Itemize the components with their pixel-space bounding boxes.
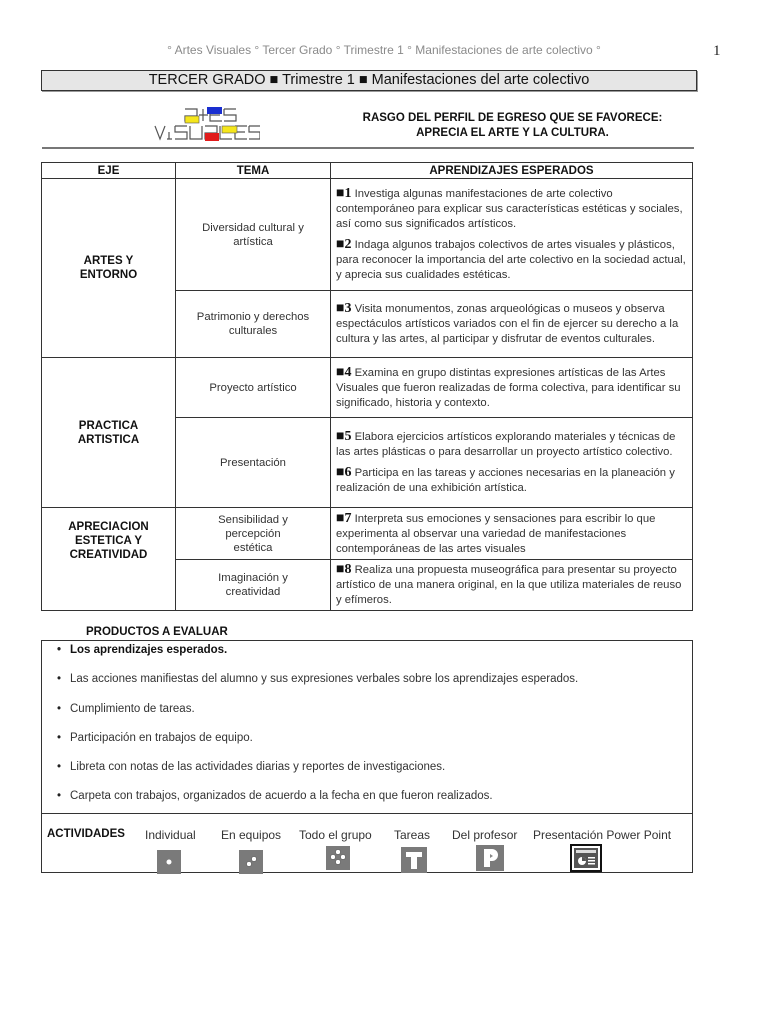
tema-label: Presentación xyxy=(220,456,286,469)
tema-cell xyxy=(176,418,331,508)
tema-label: Proyecto artístico xyxy=(209,381,297,394)
bullet-square-icon: ■ xyxy=(336,301,345,316)
bullet-square-icon: ■ xyxy=(336,562,345,577)
aprendizaje-item xyxy=(336,429,688,460)
tema-cell xyxy=(176,179,331,291)
eje-cell xyxy=(42,508,176,611)
aprendizaje-number: 1 xyxy=(344,186,352,201)
bullet-square-icon: ■ xyxy=(336,237,345,252)
aprendizaje-text: Visita monumentos, zonas arqueológicas o museos y observa espectáculos artísticos variados con el fin de ejercer su derecho a la cultura y las artes, al participar y disfrutar de eventos culturales. xyxy=(336,303,679,345)
aprendizaje-item xyxy=(336,301,688,347)
productos-list xyxy=(42,641,692,819)
aprendizaje-cell xyxy=(331,179,693,291)
tema-label: Patrimonio y derechos culturales xyxy=(196,311,310,337)
one-dot-icon xyxy=(157,850,181,874)
aprendizaje-number: 3 xyxy=(344,301,352,316)
aprendizaje-text: Interpreta sus emociones y sensaciones para escribir lo que experimenta al observar una variedad de manifestaciones contemporáneas de las artes visuales xyxy=(336,512,656,555)
aprendizaje-item xyxy=(336,465,688,496)
aprendizaje-number: 6 xyxy=(344,465,352,480)
aprendizaje-item xyxy=(336,511,688,557)
artes-visuales-logo xyxy=(115,105,260,145)
table-row xyxy=(42,179,693,291)
divider xyxy=(42,147,694,149)
aprendizaje-cell xyxy=(331,560,693,611)
tema-cell xyxy=(176,560,331,611)
list-item: • Las acciones manifiestas del alumno y sus expresiones verbales sobre los aprendizajes esperados. xyxy=(57,672,692,701)
tema-label: Sensibilidad y percepción estética xyxy=(218,513,288,554)
actividad-profesor-label: Del profesor xyxy=(452,828,518,842)
bullet-square-icon: ■ xyxy=(336,186,345,201)
table-row xyxy=(42,508,693,560)
list-item: • Los aprendizajes esperados. xyxy=(57,643,692,672)
list-item: • Participación en trabajos de equipo. xyxy=(57,731,692,760)
actividad-individual-label: Individual xyxy=(145,828,196,842)
page-title: TERCER GRADO ■ Trimestre 1 ■ Manifestaciones del arte colectivo xyxy=(41,70,697,91)
aprendizaje-cell xyxy=(331,291,693,358)
aprendizaje-cell xyxy=(331,358,693,418)
aprendizaje-number: 7 xyxy=(344,510,352,526)
four-dots-icon xyxy=(326,846,350,870)
perfil-egreso-value: APRECIA EL ARTE Y LA CULTURA. xyxy=(416,127,609,139)
bullet-square-icon: ■ xyxy=(336,429,345,444)
list-item: • Cumplimiento de tareas. xyxy=(57,702,692,731)
bullet-square-icon: ■ xyxy=(336,510,345,526)
aprendizaje-number: 4 xyxy=(344,364,352,380)
aprendizaje-text: Examina en grupo distintas expresiones artísticas de las Artes Visuales que fueron realizadas de forma colectiva, para identificar su significado, historia y contexto. xyxy=(336,366,681,409)
column-header-eje: EJE xyxy=(42,163,176,179)
eje-label: ARTES Y ENTORNO xyxy=(79,255,138,281)
aprendizajes-table xyxy=(41,162,693,611)
aprendizaje-cell xyxy=(331,508,693,560)
actividad-powerpoint-label: Presentación Power Point xyxy=(533,828,672,842)
aprendizaje-item xyxy=(336,365,688,411)
aprendizaje-number: 2 xyxy=(344,237,352,252)
perfil-egreso-heading: RASGO DEL PERFIL DE EGRESO QUE SE FAVORECE: xyxy=(362,112,663,124)
eje-cell xyxy=(42,179,176,358)
aprendizaje-text: Participa en las tareas y acciones necesarias en la planeación y realización de una exhibición artística. xyxy=(336,467,675,494)
aprendizaje-text: Indaga algunos trabajos colectivos de artes visuales y plásticos, para reconocer la importancia del arte colectivo en la sociedad actual, y aprecia sus cualidades estéticas. xyxy=(336,239,686,281)
actividades-label: ACTIVIDADES xyxy=(47,828,125,840)
actividad-equipos-label: En equipos xyxy=(221,828,282,842)
running-header: ° Artes Visuales ° Tercer Grado ° Trimestre 1 ° Manifestaciones de arte colectivo ° xyxy=(167,43,601,57)
two-dots-icon xyxy=(239,850,263,874)
slide-presentation-icon xyxy=(570,844,602,872)
letter-p-icon xyxy=(476,845,504,871)
productos-heading: PRODUCTOS A EVALUAR xyxy=(86,626,228,638)
aprendizaje-text: Realiza una propuesta museográfica para presentar su proyecto artístico de una manera original, en la que utiliza materiales de reuso y efímeros. xyxy=(336,564,682,606)
bullet-square-icon: ■ xyxy=(336,465,345,480)
list-item: • Libreta con notas de las actividades diarias y reportes de investigaciones. xyxy=(57,760,692,789)
aprendizaje-item xyxy=(336,186,688,232)
aprendizaje-item xyxy=(336,562,688,608)
aprendizaje-number: 8 xyxy=(344,562,352,577)
table-row xyxy=(42,358,693,418)
eje-label: PRACTICA ARTISTICA xyxy=(77,419,140,446)
actividades-box xyxy=(41,813,693,873)
tema-cell xyxy=(176,508,331,560)
aprendizaje-cell xyxy=(331,418,693,508)
tema-cell xyxy=(176,291,331,358)
actividad-tareas-label: Tareas xyxy=(394,828,431,842)
aprendizaje-number: 5 xyxy=(344,429,352,444)
eje-label: APRECIACION ESTETICA Y CREATIVIDAD xyxy=(68,521,149,561)
bullet-square-icon: ■ xyxy=(336,364,345,380)
tema-label: Diversidad cultural y artística xyxy=(202,221,304,248)
aprendizaje-text: Elabora ejercicios artísticos explorando materiales y técnicas de las artes plásticas o para desarrollar un proyecto artístico colectivo. xyxy=(336,431,676,458)
perfil-egreso xyxy=(335,111,690,141)
tema-label: Imaginación y creatividad xyxy=(218,572,288,598)
aprendizaje-item xyxy=(336,237,688,283)
column-header-tema: TEMA xyxy=(176,163,331,179)
page-number: 1 xyxy=(713,43,721,59)
table-header-row xyxy=(42,163,693,179)
eje-cell xyxy=(42,358,176,508)
tema-cell xyxy=(176,358,331,418)
productos-list-box xyxy=(41,640,693,814)
actividad-grupo-label: Todo el grupo xyxy=(299,828,372,842)
column-header-aprendizajes: APRENDIZAJES ESPERADOS xyxy=(331,163,693,179)
list-item: • Carpeta con trabajos, organizados de acuerdo a la fecha en que fueron realizados. xyxy=(57,789,692,818)
letter-t-icon xyxy=(401,847,427,873)
aprendizaje-text: Investiga algunas manifestaciones de arte colectivo contemporáneo para explicar sus características estéticas y sociales, así como sus significados artísticos. xyxy=(336,188,683,230)
